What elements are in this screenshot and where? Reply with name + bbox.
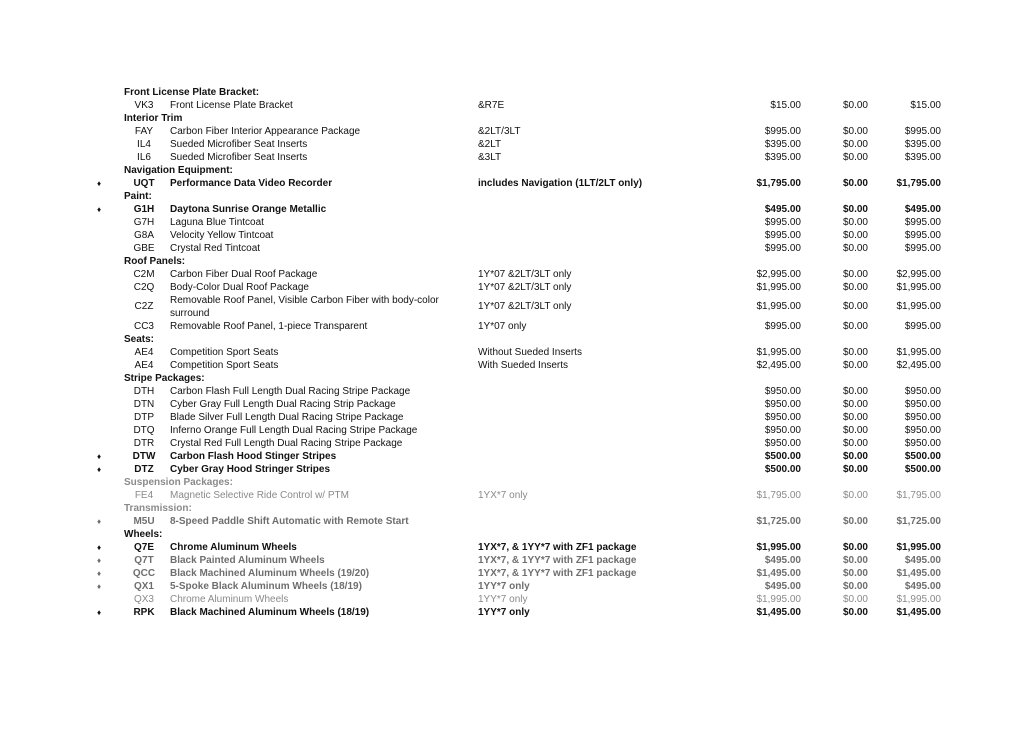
option-total: $2,995.00	[896, 269, 941, 280]
option-availability: includes Navigation (1LT/2LT only)	[478, 178, 643, 189]
option-discount: $0.00	[842, 126, 868, 137]
option-row	[0, 229, 1024, 242]
option-price: $1,495.00	[756, 607, 801, 618]
option-row	[0, 294, 1024, 320]
section-header-row	[0, 528, 1024, 541]
option-total: $1,995.00	[896, 347, 941, 358]
option-availability: 1Y*07 &2LT/3LT only	[478, 282, 572, 293]
diamond-marker-icon: ♦	[96, 517, 102, 526]
option-availability: &2LT	[478, 139, 502, 150]
option-total: $495.00	[904, 581, 941, 592]
option-row	[0, 385, 1024, 398]
option-total: $1,495.00	[896, 607, 941, 618]
option-total: $995.00	[904, 321, 941, 332]
option-row	[0, 320, 1024, 333]
option-availability: 1YY*7 only	[478, 594, 528, 605]
option-total: $995.00	[904, 126, 941, 137]
option-row	[0, 411, 1024, 424]
option-discount: $0.00	[842, 217, 868, 228]
option-description: 8-Speed Paddle Shift Automatic with Remote Start	[170, 516, 409, 527]
option-code: FAY	[134, 126, 154, 137]
option-total: $2,495.00	[896, 360, 941, 371]
option-code: UQT	[133, 178, 155, 189]
diamond-marker-icon: ♦	[96, 205, 102, 214]
option-total: $995.00	[904, 230, 941, 241]
option-price: $495.00	[764, 581, 801, 592]
option-price: $1,995.00	[756, 542, 801, 553]
option-discount: $0.00	[842, 100, 868, 111]
option-description: Competition Sport Seats	[170, 347, 279, 358]
option-availability: With Sueded Inserts	[478, 360, 569, 371]
option-code: C2M	[133, 269, 155, 280]
option-price: $2,495.00	[756, 360, 801, 371]
option-discount: $0.00	[842, 594, 868, 605]
option-description: Daytona Sunrise Orange Metallic	[170, 204, 327, 215]
option-discount: $0.00	[842, 490, 868, 501]
option-price: $1,795.00	[756, 490, 801, 501]
option-availability: 1Y*07 only	[478, 321, 527, 332]
section-header: Suspension Packages:	[124, 477, 233, 488]
option-total: $1,795.00	[896, 178, 941, 189]
option-price: $395.00	[764, 139, 801, 150]
option-code: M5U	[133, 516, 155, 527]
option-price: $995.00	[764, 230, 801, 241]
diamond-marker-icon: ♦	[96, 465, 102, 474]
option-description: Sueded Microfiber Seat Inserts	[170, 152, 308, 163]
option-description: Chrome Aluminum Wheels	[170, 594, 289, 605]
option-availability: 1YY*7 only	[478, 581, 530, 592]
option-discount: $0.00	[842, 542, 868, 553]
option-code: DTQ	[133, 425, 155, 436]
diamond-marker-icon: ♦	[96, 608, 102, 617]
option-description: Crystal Red Tintcoat	[170, 243, 261, 254]
option-price: $15.00	[770, 100, 801, 111]
option-price: $995.00	[764, 321, 801, 332]
option-row	[0, 177, 1024, 190]
section-header-row	[0, 502, 1024, 515]
option-discount: $0.00	[842, 178, 868, 189]
section-header: Interior Trim	[124, 113, 183, 124]
option-row	[0, 268, 1024, 281]
option-row	[0, 593, 1024, 606]
diamond-marker-icon: ♦	[96, 582, 102, 591]
option-code: DTW	[132, 451, 156, 462]
option-price: $1,795.00	[756, 178, 801, 189]
option-row	[0, 437, 1024, 450]
option-code: DTR	[133, 438, 155, 449]
diamond-marker-icon: ♦	[96, 569, 102, 578]
option-total: $950.00	[904, 425, 941, 436]
option-description: Performance Data Video Recorder	[170, 178, 333, 189]
option-description: Carbon Flash Full Length Dual Racing Stripe Package	[170, 386, 411, 397]
option-description: Magnetic Selective Ride Control w/ PTM	[170, 490, 349, 501]
option-discount: $0.00	[842, 399, 868, 410]
option-row	[0, 125, 1024, 138]
diamond-marker-icon: ♦	[96, 556, 102, 565]
option-discount: $0.00	[842, 243, 868, 254]
option-description: Blade Silver Full Length Dual Racing Stripe Package	[170, 412, 404, 423]
option-price: $950.00	[764, 386, 801, 397]
option-code: DTZ	[134, 464, 154, 475]
option-discount: $0.00	[842, 301, 868, 312]
diamond-marker-icon: ♦	[96, 452, 102, 461]
price-sheet	[0, 86, 1024, 619]
option-availability: 1Y*07 &2LT/3LT only	[478, 301, 572, 312]
option-description: Body-Color Dual Roof Package	[170, 282, 309, 293]
option-discount: $0.00	[842, 516, 868, 527]
option-discount: $0.00	[842, 607, 868, 618]
option-total: $1,495.00	[896, 568, 941, 579]
option-code: QX3	[133, 594, 154, 605]
option-price: $1,495.00	[756, 568, 801, 579]
option-row	[0, 567, 1024, 580]
diamond-marker-icon: ♦	[96, 179, 102, 188]
section-header: Seats:	[124, 334, 155, 345]
option-row	[0, 541, 1024, 554]
option-discount: $0.00	[842, 360, 868, 371]
option-code: C2Z	[134, 301, 154, 312]
option-total: $1,995.00	[896, 301, 941, 312]
option-row	[0, 424, 1024, 437]
option-discount: $0.00	[842, 347, 868, 358]
option-description: Competition Sport Seats	[170, 360, 279, 371]
option-availability: &3LT	[478, 152, 502, 163]
section-header-row	[0, 190, 1024, 203]
option-discount: $0.00	[842, 464, 868, 475]
option-total: $950.00	[904, 438, 941, 449]
option-total: $395.00	[904, 152, 941, 163]
section-header: Transmission:	[124, 503, 192, 514]
option-code: IL6	[137, 152, 151, 163]
option-price: $1,995.00	[756, 282, 801, 293]
option-discount: $0.00	[842, 204, 868, 215]
option-row	[0, 450, 1024, 463]
section-header-row	[0, 86, 1024, 99]
option-code: IL4	[137, 139, 151, 150]
option-row	[0, 580, 1024, 593]
option-total: $500.00	[904, 451, 941, 462]
option-row	[0, 203, 1024, 216]
option-row	[0, 242, 1024, 255]
option-discount: $0.00	[842, 230, 868, 241]
option-discount: $0.00	[842, 321, 868, 332]
option-description: Black Painted Aluminum Wheels	[170, 555, 325, 566]
section-header-row	[0, 333, 1024, 346]
option-code: GBE	[133, 243, 155, 254]
option-description: Front License Plate Bracket	[170, 100, 293, 111]
option-code: VK3	[134, 100, 154, 111]
option-discount: $0.00	[842, 269, 868, 280]
option-price: $950.00	[764, 399, 801, 410]
option-code: DTN	[133, 399, 155, 410]
section-header: Navigation Equipment:	[124, 165, 233, 176]
option-discount: $0.00	[842, 152, 868, 163]
section-header-row	[0, 372, 1024, 385]
option-total: $950.00	[904, 399, 941, 410]
option-row	[0, 606, 1024, 619]
option-total: $500.00	[904, 464, 941, 475]
option-code: AE4	[134, 360, 154, 371]
option-total: $495.00	[904, 204, 941, 215]
option-total: $995.00	[904, 217, 941, 228]
option-price: $950.00	[764, 412, 801, 423]
option-total: $1,995.00	[896, 282, 941, 293]
diamond-marker-icon: ♦	[96, 543, 102, 552]
option-total: $1,795.00	[896, 490, 941, 501]
option-code: RPK	[133, 607, 155, 618]
option-description: Chrome Aluminum Wheels	[170, 542, 297, 553]
option-price: $500.00	[764, 464, 801, 475]
option-availability: Without Sueded Inserts	[478, 347, 582, 358]
option-discount: $0.00	[842, 139, 868, 150]
option-code: QCC	[132, 568, 156, 579]
section-header: Roof Panels:	[124, 256, 186, 267]
option-discount: $0.00	[842, 425, 868, 436]
section-header-row	[0, 255, 1024, 268]
option-discount: $0.00	[842, 555, 868, 566]
option-total: $395.00	[904, 139, 941, 150]
option-availability: 1YY*7 only	[478, 607, 530, 618]
option-description: Carbon Fiber Interior Appearance Package	[170, 126, 361, 137]
option-description: Cyber Gray Full Length Dual Racing Strip Package	[170, 399, 396, 410]
option-description: Black Machined Aluminum Wheels (18/19)	[170, 607, 370, 618]
option-total: $15.00	[910, 100, 941, 111]
option-discount: $0.00	[842, 568, 868, 579]
section-header-row	[0, 112, 1024, 125]
option-code: G8A	[133, 230, 154, 241]
option-price: $950.00	[764, 425, 801, 436]
option-discount: $0.00	[842, 412, 868, 423]
option-code: CC3	[133, 321, 154, 332]
option-row	[0, 151, 1024, 164]
option-row	[0, 346, 1024, 359]
option-description: Carbon Flash Hood Stinger Stripes	[170, 451, 337, 462]
option-total: $995.00	[904, 243, 941, 254]
section-header: Paint:	[124, 191, 152, 202]
option-description: Cyber Gray Hood Stringer Stripes	[170, 464, 331, 475]
option-description: Black Machined Aluminum Wheels (19/20)	[170, 568, 370, 579]
option-availability: 1YX*7, & 1YY*7 with ZF1 package	[478, 542, 637, 553]
option-row	[0, 99, 1024, 112]
option-total: $950.00	[904, 412, 941, 423]
option-row	[0, 398, 1024, 411]
option-price: $995.00	[764, 126, 801, 137]
option-discount: $0.00	[842, 451, 868, 462]
option-discount: $0.00	[842, 282, 868, 293]
section-header-row	[0, 476, 1024, 489]
option-price: $995.00	[764, 243, 801, 254]
option-price: $495.00	[764, 204, 801, 215]
option-code: Q7E	[133, 542, 154, 553]
option-availability: &2LT/3LT	[478, 126, 521, 137]
option-row	[0, 281, 1024, 294]
section-header: Front License Plate Bracket:	[124, 87, 260, 98]
option-discount: $0.00	[842, 581, 868, 592]
option-availability: 1YX*7, & 1YY*7 with ZF1 package	[478, 568, 637, 579]
option-description: Laguna Blue Tintcoat	[170, 217, 264, 228]
option-price: $395.00	[764, 152, 801, 163]
option-row	[0, 515, 1024, 528]
option-code: AE4	[134, 347, 154, 358]
option-code: QX1	[133, 581, 154, 592]
option-price: $1,725.00	[756, 516, 801, 527]
option-code: DTP	[134, 412, 154, 423]
option-description: Velocity Yellow Tintcoat	[170, 230, 274, 241]
option-row	[0, 463, 1024, 476]
option-description: 5-Spoke Black Aluminum Wheels (18/19)	[170, 581, 362, 592]
option-description: Sueded Microfiber Seat Inserts	[170, 139, 308, 150]
option-description: Inferno Orange Full Length Dual Racing Stripe Package	[170, 425, 418, 436]
option-code: Q7T	[134, 555, 154, 566]
option-price: $2,995.00	[756, 269, 801, 280]
option-availability: &R7E	[478, 100, 505, 111]
option-price: $495.00	[764, 555, 801, 566]
option-code: DTH	[133, 386, 155, 397]
option-code: G7H	[133, 217, 155, 228]
option-total: $1,995.00	[896, 542, 941, 553]
section-header-row	[0, 164, 1024, 177]
option-total: $495.00	[904, 555, 941, 566]
option-description: Removable Roof Panel, 1-piece Transparent	[170, 321, 368, 332]
option-description: Carbon Fiber Dual Roof Package	[170, 269, 318, 280]
section-header: Stripe Packages:	[124, 373, 205, 384]
option-row	[0, 216, 1024, 229]
option-description: Removable Roof Panel, Visible Carbon Fiber with body-color surround	[170, 295, 439, 319]
option-row	[0, 554, 1024, 567]
option-discount: $0.00	[842, 386, 868, 397]
option-code: FE4	[134, 490, 154, 501]
option-price: $995.00	[764, 217, 801, 228]
option-price: $500.00	[764, 451, 801, 462]
option-availability: 1YX*7, & 1YY*7 with ZF1 package	[478, 555, 637, 566]
option-total: $1,995.00	[896, 594, 941, 605]
option-total: $1,725.00	[896, 516, 941, 527]
option-availability: 1YX*7 only	[478, 490, 528, 501]
section-header: Wheels:	[124, 529, 163, 540]
option-row	[0, 138, 1024, 151]
option-code: G1H	[133, 204, 155, 215]
option-description: Crystal Red Full Length Dual Racing Stripe Package	[170, 438, 403, 449]
option-price: $1,995.00	[756, 301, 801, 312]
option-price: $1,995.00	[756, 594, 801, 605]
option-availability: 1Y*07 &2LT/3LT only	[478, 269, 572, 280]
option-code: C2Q	[133, 282, 155, 293]
option-price: $950.00	[764, 438, 801, 449]
option-row	[0, 359, 1024, 372]
option-discount: $0.00	[842, 438, 868, 449]
option-price: $1,995.00	[756, 347, 801, 358]
option-total: $950.00	[904, 386, 941, 397]
option-row	[0, 489, 1024, 502]
